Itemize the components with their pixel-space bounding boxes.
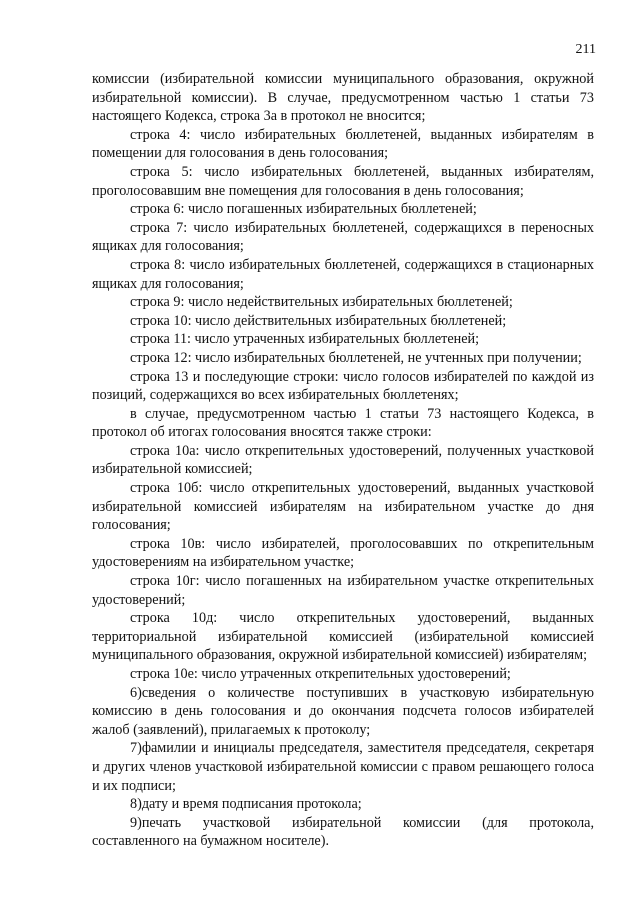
- document-body: [92, 70, 594, 851]
- paragraph: строка 4: число избирательных бюллетеней, выданных избирателям в помещении для голосования в день голосования;: [92, 126, 594, 162]
- paragraph: строка 10: число действительных избирательных бюллетеней;: [130, 312, 507, 329]
- paragraph: строка 12: число избирательных бюллетеней, не учтенных при получении;: [130, 349, 582, 366]
- paragraph: в случае, предусмотренном частью 1 статьи 73 настоящего Кодекса, в протокол об итогах голосования вносятся также строки:: [92, 405, 594, 441]
- paragraph: строка 11: число утраченных избирательных бюллетеней;: [130, 331, 480, 348]
- paragraph: строка 10в: число избирателей, проголосовавших по открепительным удостоверениям на избирательном участке;: [92, 535, 594, 571]
- paragraph: строка 10е: число утраченных открепительных удостоверений;: [130, 666, 511, 682]
- paragraph: строка 10г: число погашенных на избирательном участке открепительных удостоверений;: [92, 573, 594, 608]
- paragraph: строка 8: число избирательных бюллетеней, содержащихся в стационарных ящиках для голосования;: [92, 256, 594, 292]
- paragraph: строка 6: число погашенных избирательных бюллетеней;: [130, 201, 477, 218]
- paragraph: 7)фамилии и инициалы председателя, заместителя председателя, секретаря и других членов участковой избирательной комиссии с правом решающего голоса и их подписи;: [92, 740, 594, 794]
- paragraph: строка 10а: число открепительных удостоверений, полученных участковой избирательной комиссией;: [92, 442, 594, 478]
- paragraph: строка 9: число недействительных избирательных бюллетеней;: [130, 294, 513, 311]
- page-number: 211: [575, 42, 596, 57]
- paragraph: строка 10д: число открепительных удостоверений, выданных территориальной избирательной комиссией (избирательной комиссией муниципального образования, окружной избирательной комиссией) избирателям;: [92, 610, 594, 664]
- paragraph: строка 13 и последующие строки: число голосов избирателей по каждой из позиций, содержащихся во всех избирательных бюллетенях;: [92, 368, 594, 404]
- paragraph: 9)печать участковой избирательной комиссии (для протокола, составленного на бумажном носителе).: [92, 814, 594, 850]
- paragraph: строка 7: число избирательных бюллетеней, содержащихся в переносных ящиках для голосования;: [92, 219, 594, 255]
- paragraph: комиссии (избирательной комиссии муниципального образования, окружной избирательной комиссии). В случае, предусмотренном частью 1 статьи 73 настоящего Кодекса, строка 3а в протокол не вносится;: [92, 71, 594, 125]
- paragraph: строка 10б: число открепительных удостоверений, выданных участковой избирательной комиссией избирателям на избирательном участке до дня голосования;: [92, 480, 594, 534]
- paragraph: 6)сведения о количестве поступивших в участковую избирательную комиссию в день голосования и до окончания подсчета голосов избирателей жалоб (заявлений), прилагаемых к протоколу;: [92, 684, 594, 738]
- paragraph: строка 5: число избирательных бюллетеней, выданных избирателям, проголосовавшим вне помещения для голосования в день голосования;: [92, 163, 594, 199]
- paragraph: 8)дату и время подписания протокола;: [130, 796, 362, 813]
